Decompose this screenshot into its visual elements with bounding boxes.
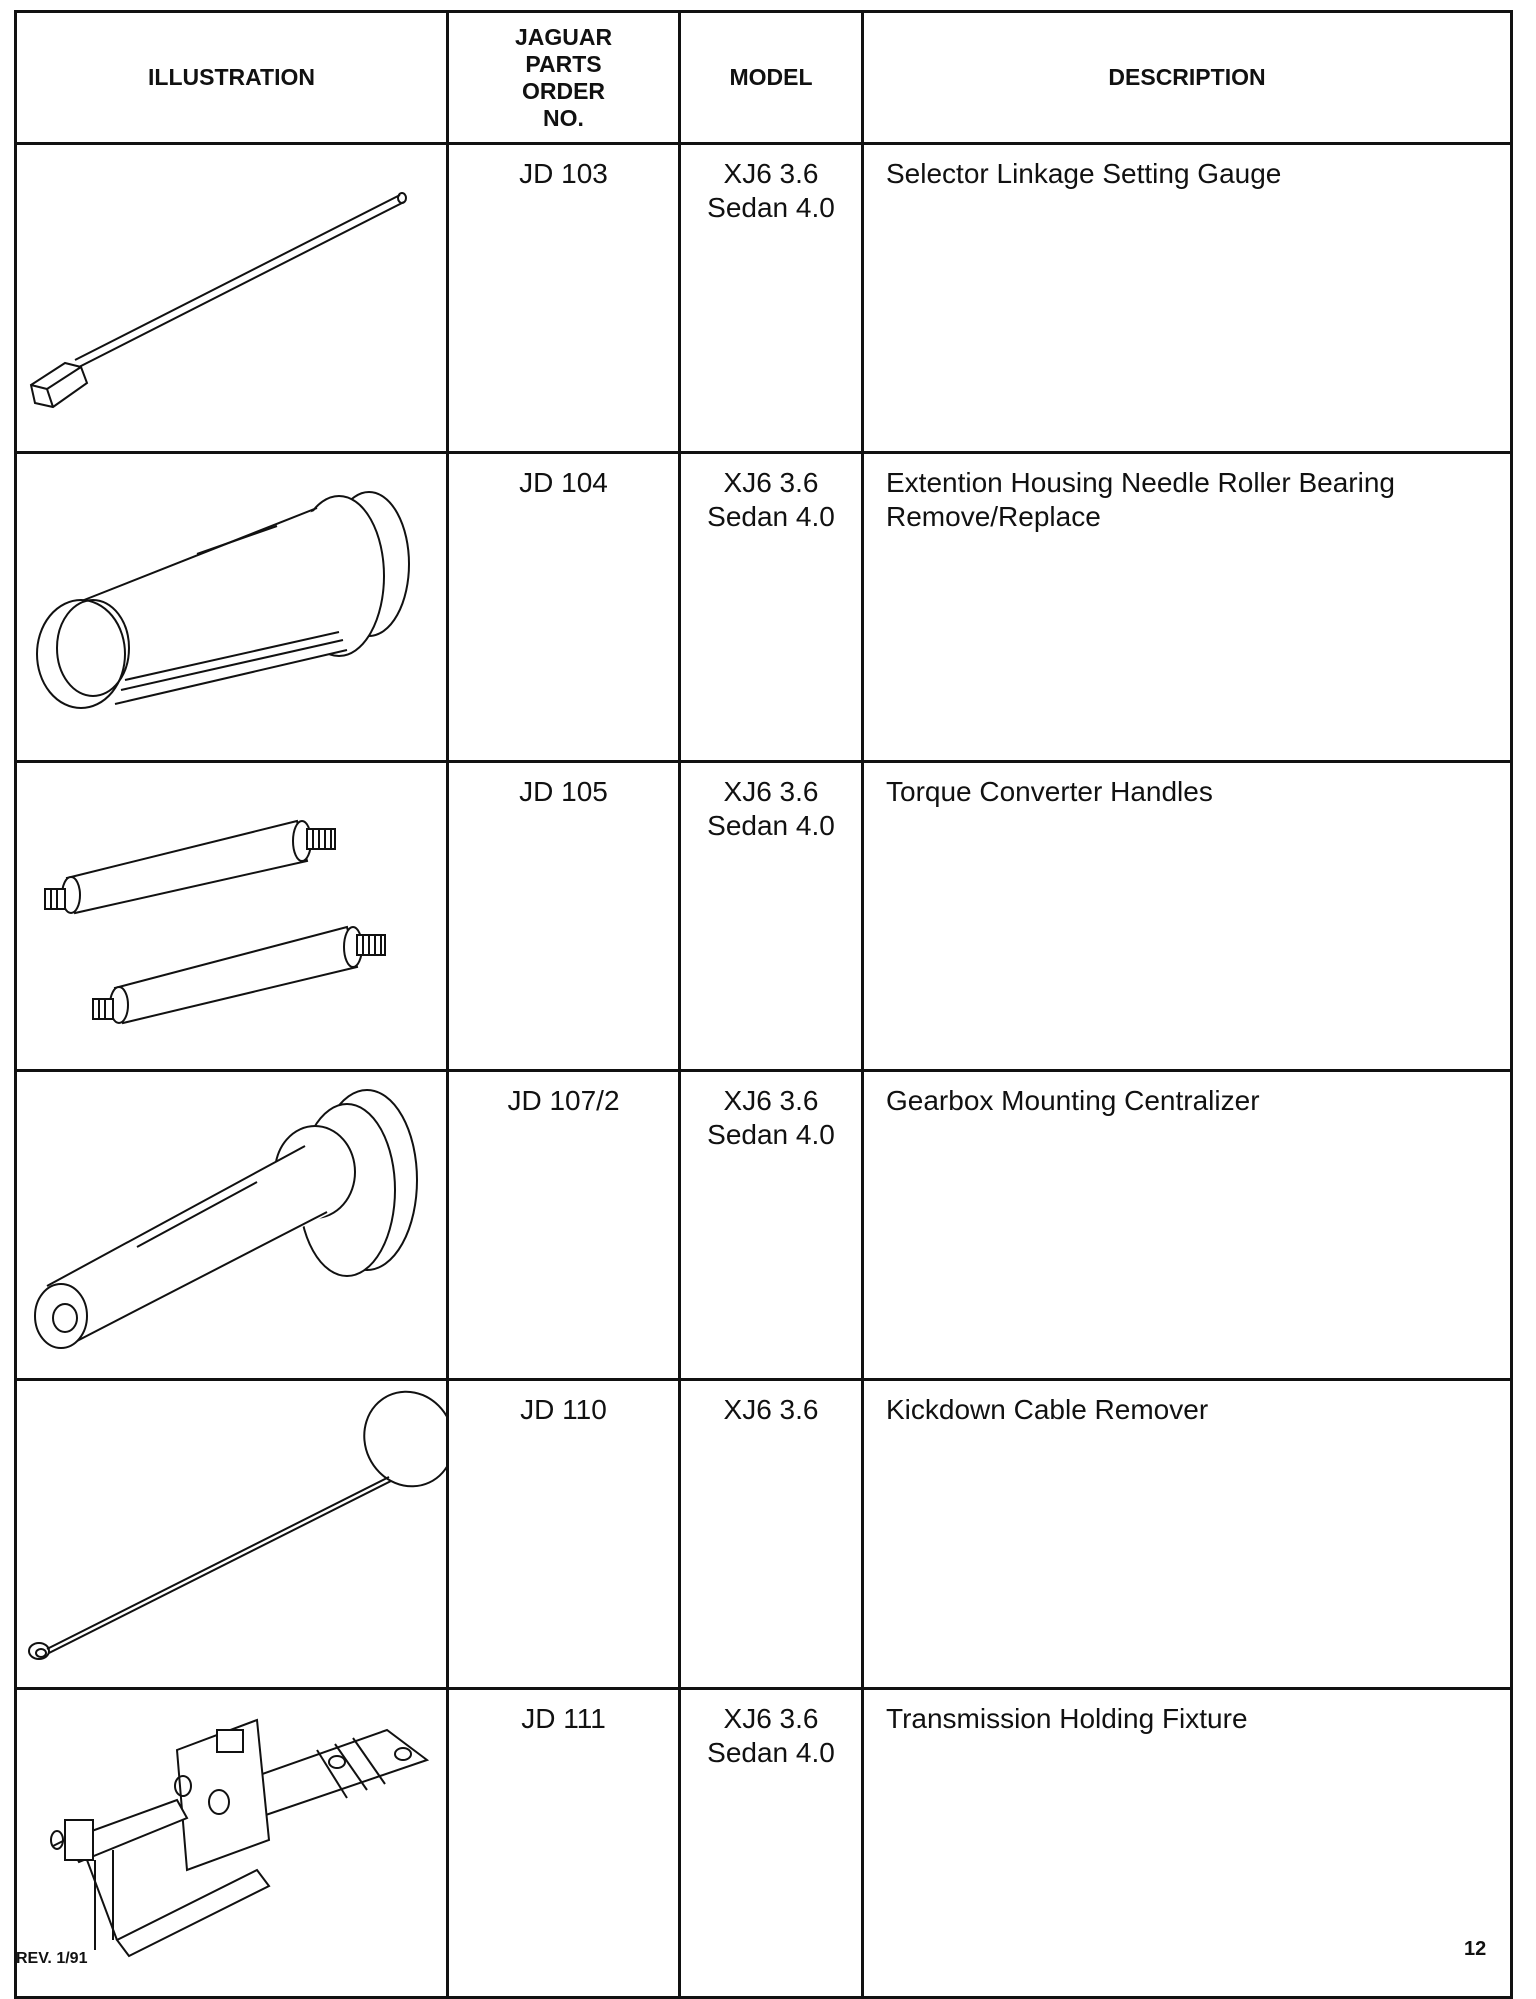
part-number: JD 105: [448, 762, 680, 1071]
header-part-number-line: PARTS: [525, 50, 602, 77]
model-line: Sedan 4.0: [707, 1119, 835, 1150]
header-part-number-line: JAGUAR: [514, 23, 613, 50]
model-line: XJ6 3.6: [723, 158, 819, 189]
description: Torque Converter Handles: [863, 762, 1512, 1071]
table-row: [16, 453, 1512, 762]
model-cell: [680, 144, 863, 453]
illustration-cell: [16, 762, 448, 1071]
header-part-number-line: ORDER: [521, 77, 606, 104]
model-line: XJ6 3.6: [723, 776, 819, 807]
model-line: Sedan 4.0: [707, 192, 835, 223]
setting-gauge-icon: [17, 145, 449, 438]
model-line: Sedan 4.0: [707, 810, 835, 841]
model-line: XJ6 3.6: [723, 1394, 819, 1425]
part-number: JD 110: [448, 1380, 680, 1689]
description: Kickdown Cable Remover: [863, 1380, 1512, 1689]
model-cell: [680, 1071, 863, 1380]
model-line: XJ6 3.6: [723, 1703, 819, 1734]
model-line: XJ6 3.6: [723, 467, 819, 498]
cable-remover-icon: [17, 1381, 449, 1674]
table-row: [16, 144, 1512, 453]
model-cell: [680, 1380, 863, 1689]
model-cell: [680, 1689, 863, 1998]
model-cell: [680, 453, 863, 762]
part-number: JD 107/2: [448, 1071, 680, 1380]
holding-fixture-icon: [17, 1690, 449, 1983]
special-tools-table: [14, 10, 1513, 1999]
table-row: [16, 1380, 1512, 1689]
table-row: [16, 762, 1512, 1071]
part-number: JD 103: [448, 144, 680, 453]
converter-handles-icon: [17, 763, 449, 1056]
model-line: XJ6 3.6: [723, 1085, 819, 1116]
table-row: [16, 1689, 1512, 1998]
model-cell: [680, 762, 863, 1071]
description: Selector Linkage Setting Gauge: [863, 144, 1512, 453]
description: Gearbox Mounting Centralizer: [863, 1071, 1512, 1380]
model-line: Sedan 4.0: [707, 1737, 835, 1768]
table-row: [16, 1071, 1512, 1380]
model-line: Sedan 4.0: [707, 501, 835, 532]
illustration-cell: [16, 144, 448, 453]
header-part-number-line: NO.: [543, 104, 584, 131]
part-number: JD 111: [448, 1689, 680, 1998]
part-number: JD 104: [448, 453, 680, 762]
bearing-tool-icon: [17, 454, 449, 747]
page-number: 12: [1464, 1938, 1487, 1960]
revision-label: REV. 1/91: [16, 1950, 88, 1967]
description: Transmission Holding Fixture: [863, 1689, 1512, 1998]
description: Extention Housing Needle Roller Bearing Remove/Replace: [863, 453, 1512, 762]
header-illustration: ILLUSTRATION: [16, 12, 448, 144]
header-row: [16, 12, 1512, 144]
centralizer-icon: [17, 1072, 449, 1365]
header-description: DESCRIPTION: [863, 12, 1512, 144]
header-model: MODEL: [680, 12, 863, 144]
illustration-cell: [16, 453, 448, 762]
header-part-number: [448, 12, 680, 144]
illustration-cell: [16, 1071, 448, 1380]
illustration-cell: [16, 1380, 448, 1689]
